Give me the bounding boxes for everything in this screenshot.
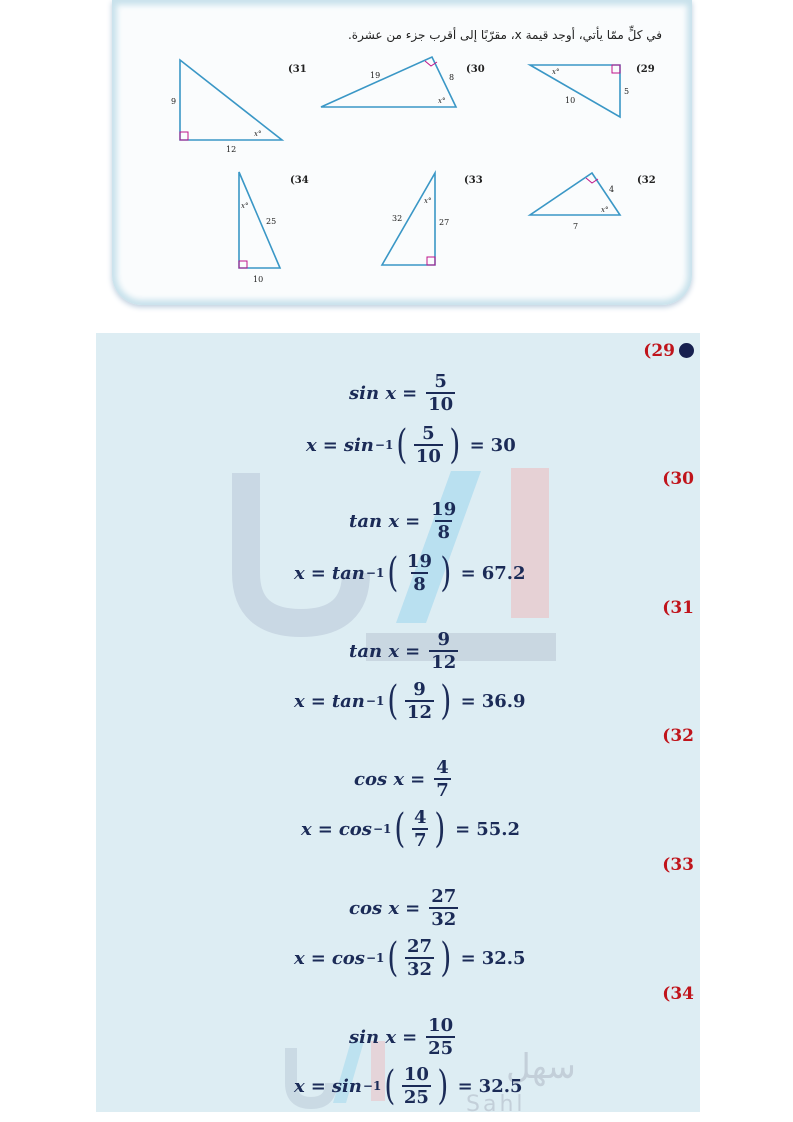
- svg-text:x°: x°: [438, 97, 446, 105]
- solution-34-eq1: sin x = $\frac{10}{25}$: [349, 1015, 454, 1059]
- svg-text:9: 9: [171, 97, 177, 106]
- svg-text:10: 10: [253, 275, 264, 284]
- svg-text:27: 27: [439, 218, 450, 227]
- watermark-arabic: سهل: [506, 1047, 576, 1087]
- figure-29-label: (29: [636, 64, 655, 75]
- figure-33: [382, 173, 483, 265]
- figure-31: [171, 60, 307, 154]
- problem-card: [112, 0, 692, 305]
- figure-29: [530, 64, 655, 117]
- figure-32: [530, 173, 656, 231]
- solution-33-eq2: x = cos −1 ( $\frac{27}{32}$ ) = 32.5: [294, 935, 526, 981]
- solution-31-label: (31: [662, 598, 694, 618]
- figure-30: [321, 57, 485, 107]
- figure-34-label: (34: [290, 175, 309, 186]
- svg-text:19: 19: [370, 71, 381, 80]
- triangle-figures: [112, 0, 692, 305]
- svg-text:5: 5: [624, 87, 630, 96]
- svg-text:4: 4: [609, 185, 615, 194]
- figure-32-label: (32: [637, 175, 656, 186]
- figure-31-label: (31: [288, 64, 307, 75]
- solution-32-eq1: cos x = $\frac{4}{7}$: [354, 757, 449, 801]
- svg-text:x°: x°: [241, 202, 249, 210]
- solution-32-eq2: x = cos −1 ( $\frac{4}{7}$ ) = 55.2: [301, 806, 521, 852]
- solution-33-eq1: cos x = $\frac{27}{32}$: [349, 886, 457, 930]
- solution-30-label: (30: [662, 469, 694, 489]
- svg-text:x°: x°: [254, 130, 262, 138]
- svg-text:32: 32: [392, 214, 403, 223]
- instruction-text: في كلٍّ ممّا يأتي، أوجد قيمة x، مقرّبًا إلى أقرب جزء من عشرة.: [347, 28, 662, 42]
- svg-text:10: 10: [565, 96, 576, 105]
- bullet-icon: [679, 343, 694, 358]
- solution-34-label: (34: [662, 984, 694, 1004]
- svg-text:x°: x°: [424, 197, 432, 205]
- solution-31-eq2: x = tan −1 ( $\frac{9}{12}$ ) = 36.9: [294, 678, 526, 724]
- watermark-latin: Sahl: [466, 1092, 526, 1112]
- figure-33-label: (33: [464, 175, 483, 186]
- svg-text:7: 7: [573, 222, 579, 231]
- solution-33-label: (33: [662, 855, 694, 875]
- figure-34: [239, 172, 309, 284]
- solution-30-eq2: x = tan −1 ( $\frac{19}{8}$ ) = 67.2: [294, 550, 526, 596]
- svg-text:12: 12: [226, 145, 237, 154]
- solution-30-eq1: tan x = $\frac{19}{8}$: [349, 499, 457, 543]
- solutions-panel: [96, 333, 700, 1112]
- solution-31-eq1: tan x = $\frac{9}{12}$: [349, 629, 457, 673]
- solution-29-eq1: sin x = $\frac{5}{10}$: [349, 371, 454, 415]
- svg-text:25: 25: [266, 217, 277, 226]
- svg-text:x°: x°: [552, 68, 560, 76]
- solution-29-label: (29: [643, 341, 694, 361]
- svg-text:8: 8: [449, 73, 455, 82]
- solution-32-label: (32: [662, 726, 694, 746]
- svg-text:x°: x°: [601, 206, 609, 214]
- solution-29-eq2: x = sin −1 ( $\frac{5}{10}$ ) = 30: [306, 422, 516, 468]
- figure-30-label: (30: [466, 64, 485, 75]
- solution-34-eq2: x = sin −1 ( $\frac{10}{25}$ ) = 32.5: [294, 1063, 523, 1109]
